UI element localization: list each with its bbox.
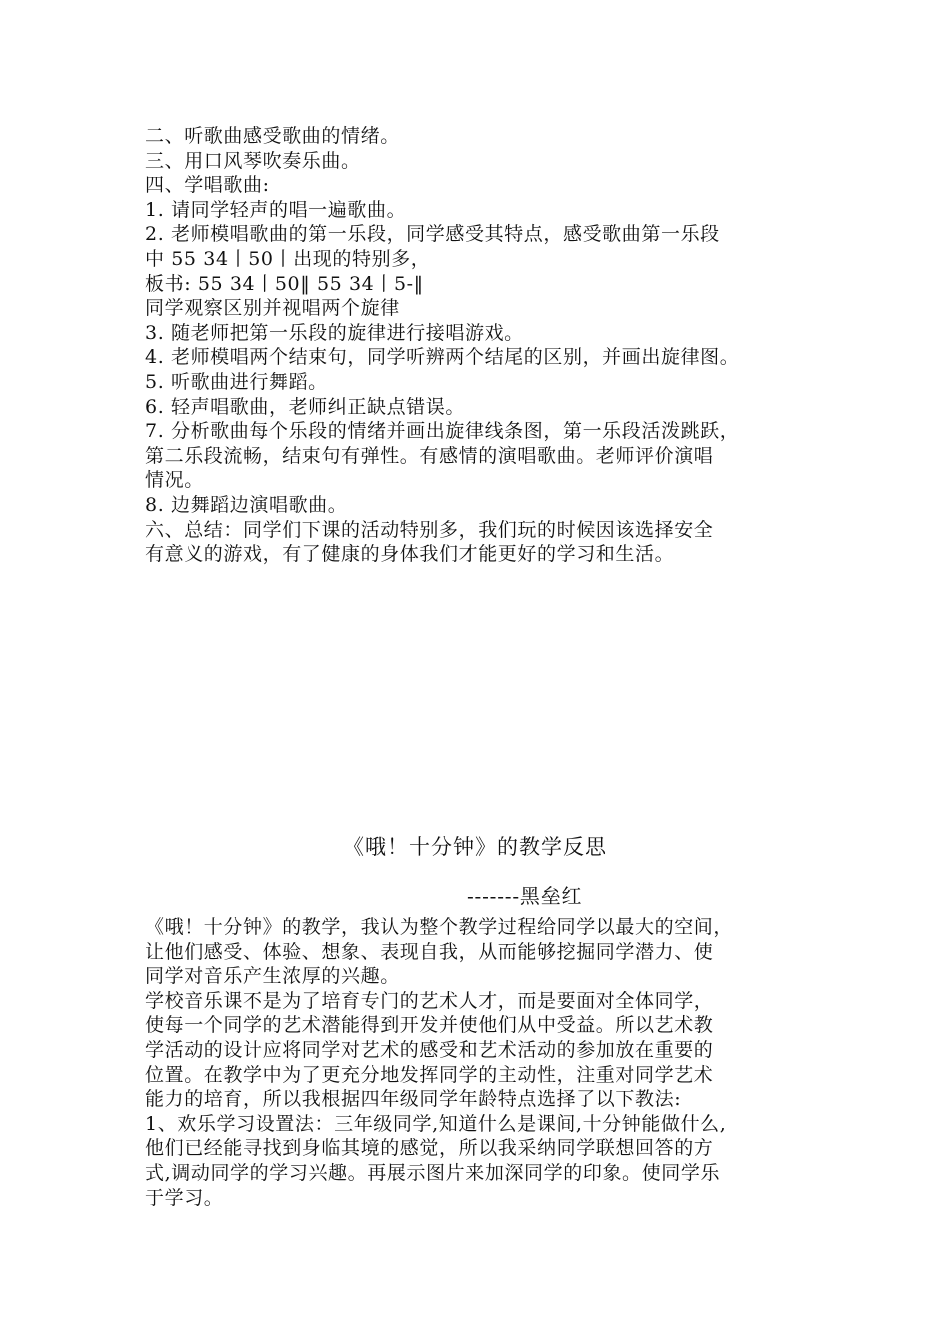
lesson-steps-section (145, 124, 810, 567)
text-line: 3. 随老师把第一乐段的旋律进行接唱游戏。 (145, 321, 524, 344)
text-line: 六、总结：同学们下课的活动特别多，我们玩的时候因该选择安全 (145, 518, 714, 541)
reflection-author: -------黑垒红 (467, 884, 583, 908)
reflection-title: 《哦！十分钟》的教学反思 (343, 835, 607, 859)
text-line: 同学观察区别并视唱两个旋律 (145, 297, 400, 320)
text-line: 式,调动同学的学习兴趣。再展示图片来加深同学的印象。使同学乐 (145, 1161, 721, 1184)
text-line: 8. 边舞蹈边演唱歌曲。 (145, 493, 348, 516)
text-line: 中 55 34丨50丨出现的特别多， (145, 247, 431, 270)
text-line: 5. 听歌曲进行舞蹈。 (145, 370, 328, 393)
text-line: 板书: 55 34丨50‖ 55 34丨5-‖ (145, 272, 424, 295)
text-line: 4. 老师模唱两个结束句，同学听辨两个结尾的区别，并画出旋律图。 (145, 346, 740, 369)
text-line: 同学对音乐产生浓厚的兴趣。 (145, 965, 400, 988)
text-line: 三、用口风琴吹奏乐曲。 (145, 149, 361, 172)
text-line: 学活动的设计应将同学对艺术的感受和艺术活动的参加放在重要的 (145, 1038, 714, 1061)
text-line: 7. 分析歌曲每个乐段的情绪并画出旋律线条图，第一乐段活泼跳跃， (145, 420, 740, 443)
text-line: 《哦！十分钟》的教学，我认为整个教学过程给同学以最大的空间， (145, 916, 734, 938)
text-line: 二、听歌曲感受歌曲的情绪。 (145, 125, 400, 147)
text-line: 学校音乐课不是为了培育专门的艺术人才，而是要面对全体同学， (145, 989, 714, 1012)
text-line: 能力的培育，所以我根据四年级同学年龄特点选择了以下教法: (145, 1088, 682, 1111)
text-line: 四、学唱歌曲: (145, 174, 270, 197)
text-line: 6. 轻声唱歌曲，老师纠正缺点错误。 (145, 395, 465, 418)
text-line: 他们已经能寻找到身临其境的感觉，所以我采纳同学联想回答的方 (145, 1137, 714, 1160)
text-line: 第二乐段流畅，结束句有弹性。有感情的演唱歌曲。老师评价演唱 (145, 444, 714, 467)
text-line: 情况。 (145, 469, 204, 492)
text-line: 有意义的游戏，有了健康的身体我们才能更好的学习和生活。 (145, 543, 675, 566)
text-line: 于学习。 (145, 1186, 224, 1209)
text-line: 1. 请同学轻声的唱一遍歌曲。 (145, 198, 407, 221)
text-line: 位置。在教学中为了更充分地发挥同学的主动性，注重对同学艺术 (145, 1063, 714, 1086)
text-line: 使每一个同学的艺术潜能得到开发并使他们从中受益。所以艺术教 (145, 1014, 714, 1037)
text-line: 1、欢乐学习设置法：三年级同学,知道什么是课间,十分钟能做什么, (145, 1112, 727, 1135)
reflection-body (145, 915, 810, 1210)
text-line: 2. 老师模唱歌曲的第一乐段，同学感受其特点，感受歌曲第一乐段 (145, 223, 720, 246)
text-line: 让他们感受、体验、想象、表现自我，从而能够挖掘同学潜力、使 (145, 940, 714, 963)
